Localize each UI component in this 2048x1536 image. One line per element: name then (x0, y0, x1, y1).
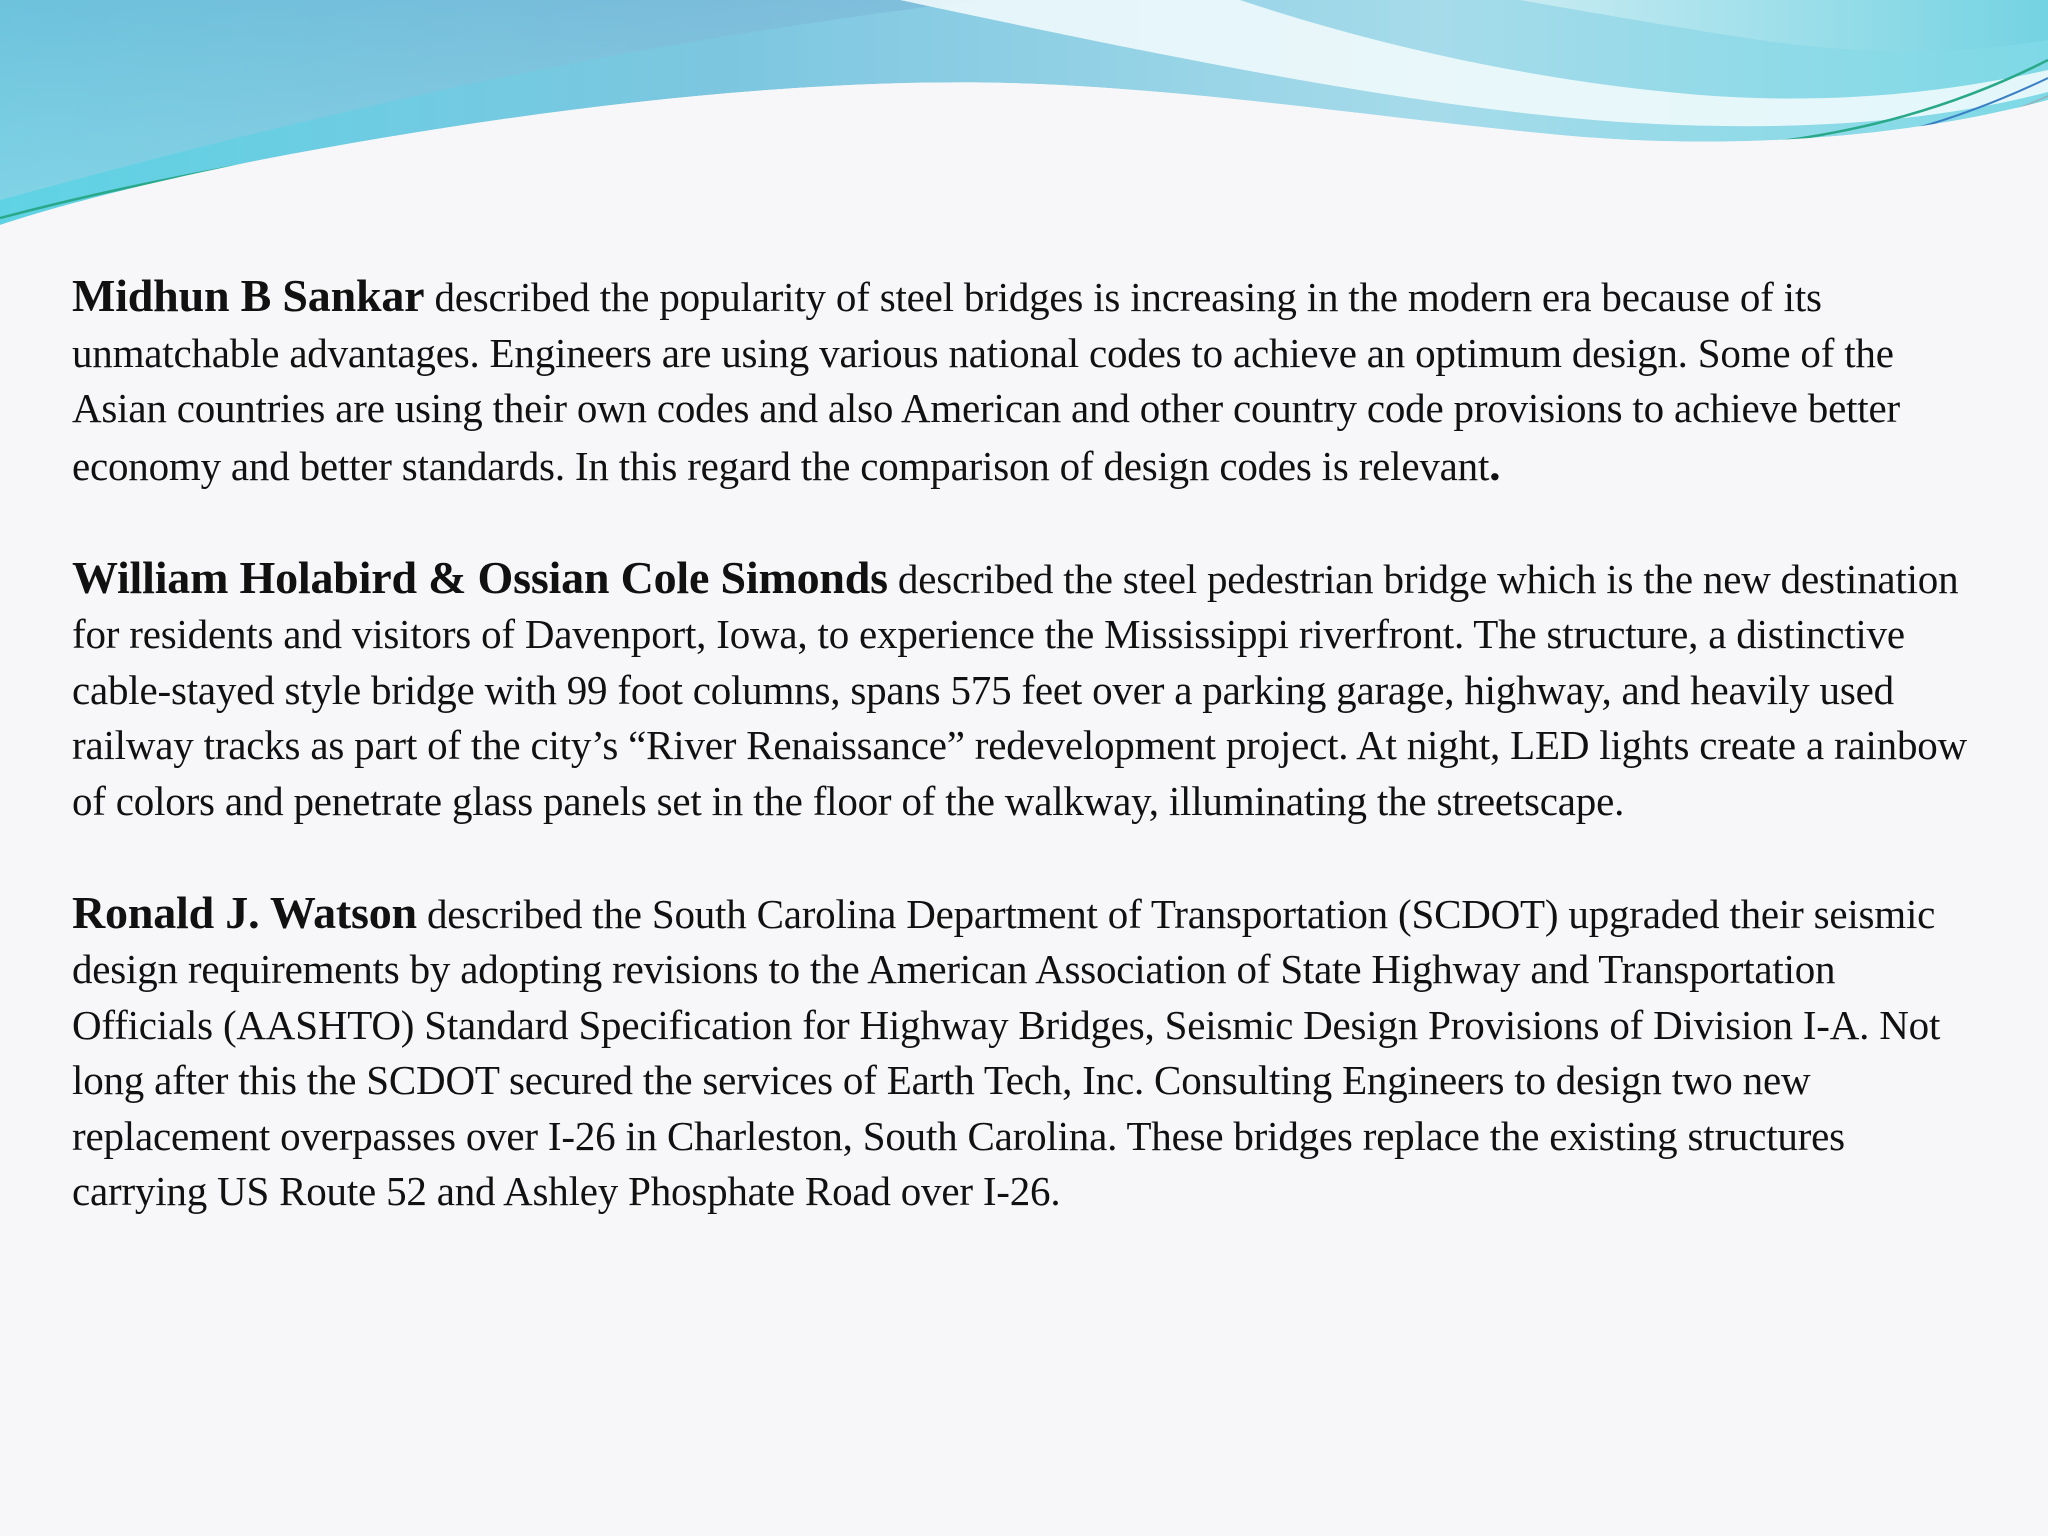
paragraph-text: described the popularity of steel bridges is increasing in the modern era because of its unmatchable advantages. Engineers are using various national codes to achieve an optimum design. Some of the Asian countries are using their own codes and also American and other country code provisions to achieve better economy and better standards. In this regard the comparison of design codes is relevant (72, 274, 1900, 489)
paragraph-ending: . (1489, 438, 1501, 490)
paragraph-text: described the South Carolina Department of Transportation (SCDOT) upgraded their seismic design requirements by adopting revisions to the American Association of State Highway and Transportation Officials (AASHTO) Standard Specification for Highway Bridges, Seismic Design Provisions of Division I-A. Not long after this the SCDOT secured the services of Earth Tech, Inc. Consulting Engineers to design two new replacement overpasses over I-26 in Charleston, South Carolina. These bridges replace the existing structures carrying US Route 52 and Ashley Phosphate Road over I-26. (72, 890, 1941, 1214)
paragraph-sankar (72, 268, 1976, 494)
author-name: Ronald J. Watson (72, 886, 417, 938)
paragraph-holabird-simonds (72, 550, 1976, 830)
wave-header-decoration (0, 0, 2048, 240)
literature-review-content (72, 268, 1976, 1275)
paragraph-watson (72, 885, 1976, 1220)
paragraph-text: described the steel pedestrian bridge which is the new destination for residents and visitors of Davenport, Iowa, to experience the Mississippi riverfront. The structure, a distinctive cable-stayed style bridge with 99 foot columns, spans 575 feet over a parking garage, highway, and heavily used railway tracks as part of the city’s “River Renaissance” redevelopment project. At night, LED lights create a rainbow of colors and penetrate glass panels set in the floor of the walkway, illuminating the streetscape. (72, 555, 1967, 824)
author-name: Midhun B Sankar (72, 270, 425, 321)
author-name: William Holabird & Ossian Cole Simonds (72, 551, 888, 603)
